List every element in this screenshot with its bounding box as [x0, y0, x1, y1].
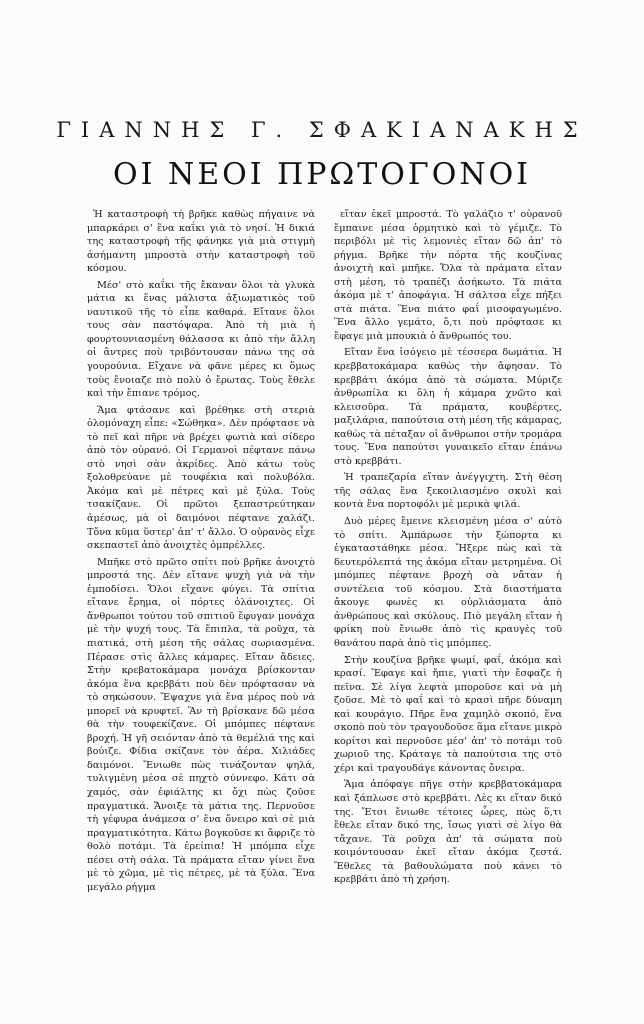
paragraph: Ἡ τραπεζαρία εἴταν ἀνέγγιχτη. Στὴ θέση τῆς σάλας ἕνα ξεκοιλιασμένο σκυλὶ καὶ κοντὰ ἕνα πορτοφόλι μὲ μερικὰ ψιλά.: [334, 472, 562, 511]
paragraph: εἴταν ἐκεῖ μπροστά. Τὸ γαλάζιο τ' οὐρανοῦ ἔμπαινε μέσα ὁρμητικὸ καὶ τὸ γέμιζε. Τὸ περιβόλι μὲ τὶς λεμονιὲς εἴταν δῶ ἀπ' τὸ ρήγμα. Βρῆκε τὴν πόρτα τῆς κουζίνας ἀνοιχτὴ καὶ μπῆκε. Ὅλα τὰ πράματα εἴταν στὴ μέση, τὸ τραπέζι ἀσήκωτο. Τὰ πιάτα ἀκόμα μὲ τ' ἀποφάγια. Ἡ σάλτσα εἶχε πήξει στὰ πιάτα. Ἕνα πιάτο φαΐ μισοφαγωμένο. Ἕνα ἄλλο γεμάτο, ὅ,τι ποὺ πρόφτασε κι ἔφαγε μιὰ μπουκιὰ ὁ ἄνθρωπός του.: [334, 209, 562, 342]
paragraph: Μπῆκε στὸ πρῶτο σπίτι ποὺ βρῆκε ἀνοιχτὸ μπροστά της. Δὲν εἴτανε ψυχὴ γιὰ νὰ τὴν ἐμποδίσει. Ὅλοι εἴχανε φύγει. Τὰ σπίτια εἴτανε ἔρημα, οἱ πόρτες ὁλάνοιχτες. Οἱ ἄνθρωποι τούτου τοῦ σπιτιοῦ ἔφυγαν μονάχα μὲ τὴν ψυχή τους. Τὰ ἔπιπλα, τὰ ροῦχα, τὰ πιατικά, στὴ μέση τῆς σάλας σωριασμένα. Πέρασε στὶς ἄλλες κάμαρες. Εἴταν ἄδειες. Στὴν κρεβατοκάμαρα μονάχα βρίσκονταν ἀκόμα ἕνα κρεββάτι ποὺ δὲν πρόφτασαν νὰ τὸ σηκώσουν. Ἔψαχνε γιὰ ἕνα μέρος ποὺ νὰ μπορεῖ νὰ κρυφτεῖ. Ἂν τὴ βρίσκανε δῶ μέσα θὰ τὴν τουφεκίζανε. Οἱ μπόμπες πέφτανε βροχή. Ἡ γῆ σειόνταν ἀπὸ τὰ θεμέλιά της καὶ βούιζε. Φίδια σκίζανε τὸν ἀέρα. Χιλιάδες δαιμόνοι. Ἔνιωθε πὼς τινάζονταν ψηλά, τυλιγμένη μέσα σὲ πηχτὸ σύννεφο. Κάτι σὰ χαμός, σὰν ἐφιάλτης κι ὄχι πὼς ζοῦσε πραγματικά. Ἄνοιξε τὰ μάτια της. Περνοῦσε τὴ γέφυρα ἀνάμεσα σ' ἕνα ὄνειρο καὶ σὲ μιὰ πραγματικότητα. Κάτω βογκοῦσε κι ἄφριζε τὸ θολὸ ποτάμι. Τὰ ἐρείπια! Ἡ μπόμπα εἶχε πέσει στὴ σάλα. Τὰ πράματα εἴταν γίνει ἕνα μὲ τὸ χῶμα, μὲ τὶς πέτρες, μὲ τὰ ξύλα. Ἕνα μεγάλο ρήγμα: [87, 556, 315, 893]
paragraph: Ἅμα φτάσανε καὶ βρέθηκε στὴ στεριὰ ὁλομόναχη εἶπε: «Σώθηκα». Δὲν πρόφτασε νὰ τὸ πεῖ καὶ πῆρε νὰ βρέχει φωτιὰ καὶ σίδερο ἀπὸ τὸν οὐρανό. Οἱ Γερμανοὶ πέφτανε πάνω στὸ νησὶ σὰν ἀκρίδες. Ἀπὸ κάτω τοὺς ξολοθρεύανε μὲ τουφέκια καὶ πολυβόλα. Ἀκόμα καὶ μὲ πέτρες καὶ μὲ ξύλα. Τοὺς τσακίζανε. Οἱ πρῶτοι ξεπαστρεύτηκαν ἀμέσως, μὰ οἱ δαιμόνοι πέφτανε χαλάζι. Τὄνα κῦμα ὕστερ' ἀπ' τ' ἄλλο. Ὁ οὐρανὸς εἶχε σκεπαστεῖ ἀπὸ ἀνοιχτὲς ὀμπρέλλες.: [87, 404, 315, 552]
story-title: ΟΙ ΝΕΟΙ ΠΡΩΤΟΓΟΝΟΙ: [112, 157, 532, 192]
paragraph: Ἡ καταστροφὴ τὴ βρῆκε καθὼς πήγαινε νὰ μπαρκάρει σ' ἕνα καΐκι γιὰ τὸ νησί. Ἡ δικιά της καταστροφὴ τῆς φάνηκε γιὰ μιὰ στιγμὴ ἀσήμαντη μπροστὰ στὴν καταστροφὴ τοῦ κόσμου.: [87, 209, 315, 275]
text-column-right: [334, 208, 562, 890]
paragraph: Εἴταν ἕνα ἰσόγειο μὲ τέσσερα δωμάτια. Ἡ κρεββατοκάμαρα καθὼς τὴν ἄφησαν. Τὸ κρεββάτι ἀκόμα ἀπὸ τὰ σώματα. Μύριζε ἀνθρωπίλα κι ὅλη ἡ κάμαρα χνῶτο καὶ κλεισοῦρα. Τὰ πράματα, κουβέρτες, μαξιλάρια, παπούτσια στὴ μέση τῆς κάμαρας, καθὼς τὰ πέταξαν οἱ ἄνθρωποι στὴν τρομάρα τους. Ἕνα παπούτσι γυναικεῖο εἴταν ἐπάνω στὸ κρεββάτι.: [334, 347, 562, 467]
paragraph: Στὴν κουζίνα βρῆκε ψωμί, φαΐ, ἀκόμα καὶ κρασί. Ἔφαγε καὶ ἤπιε, γιατὶ τὴν ἔσφαζε ἡ πεῖνα. Σὲ λίγα λεφτὰ μποροῦσε καὶ νὰ μὴ ζοῦσε. Μὲ τὸ φαΐ καὶ τὸ κρασὶ πῆρε δύναμη καὶ κουράγιο. Πῆρε ἕνα χαμηλὸ σκοπό, ἕνα σκοπὸ ποὺ τὸν τραγουδοῦσε ἅμα εἴτανε μικρὸ κορίτσι καὶ περνοῦσε μέσ' ἀπ' τὸ ποτάμι τοῦ χωριοῦ της. Κράταγε τὰ παπούτσια της στὸ χέρι καὶ τραγουδάγε κάνοντας ὄνειρα.: [334, 654, 562, 774]
paragraph: Δυὸ μέρες ἔμεινε κλεισμένη μέσα σ' αὐτὸ τὸ σπίτι. Ἀμπάρωσε τὴν ξώπορτα κι ἐγκαταστάθηκε μέσα. Ἤξερε πὼς καὶ τὰ δευτερόλεπτά της ἀκόμα εἴταν μετρημένα. Οἱ μπόμπες πέφτανε βροχὴ σὰ νἄταν ἡ συντέλεια τοῦ κόσμου. Στὰ διαστήματα ἄκουγε φωνὲς κι οὐρλιάσματα ἀπὸ ἀνθρώπους καὶ σκύλους. Πιὸ μεγάλη εἴταν ἡ φρίκη ποὺ ἔνιωθε ἀπὸ τὶς κραυγὲς τοῦ θανάτου παρὰ ἀπὸ τὶς μπόμπες.: [334, 516, 562, 649]
text-column-left: [87, 208, 315, 897]
author-name: ΓΙΑΝΝΗΣ Γ. ΣΦΑΚΙΑΝΑΚΗΣ: [56, 118, 588, 142]
paragraph: Ἅμα ἀπόφαγε πῆγε στὴν κρεββατοκάμαρα καὶ ξάπλωσε στὸ κρεββάτι. Λὲς κι εἴταν δικό της. Ἔτσι ἔνιωθε τέτοιες ὧρες, πὼς ὅ,τι ἔθελε εἴταν δικό της, ἴσως γιατὶ σὲ λίγο θὰ τἄχανε. Τὰ ροῦχα ἀπ' τὰ σώματα ποὺ κοιμόντουσαν ἐκεῖ εἴταν ἀκόμα ζεστά. Ἔθελες τὰ βαθουλώματα ποὺ κάνει τὸ κρεββάτι ἀπὸ τὴ χρήση.: [334, 779, 562, 886]
paragraph: Μέσ' στὸ καΐκι τῆς ἔκαναν ὅλοι τὰ γλυκὰ μάτια κι ἕνας μάλιστα ἀξιωματικὸς τοῦ ναυτικοῦ τῆς τὸ εἶπε καθαρά. Εἴτανε ὅλοι τους σὰν παστόψαρα. Ἀπὸ τὴ μιὰ ἡ φουρτουνιασμένη θάλασσα κι ἀπὸ τὴν ἄλλη οἱ ἄντρες ποὺ τριβόντουσαν πάνω της σὰ γουρούνια. Εἴχανε νὰ φᾶνε μέρες κι ὅμως τοὺς ἔνοιαζε πιὸ πολὺ ὁ ἔρωτας. Τοὺς ἔθελε καὶ τὴν ἔπιανε τρόμος.: [87, 279, 315, 400]
